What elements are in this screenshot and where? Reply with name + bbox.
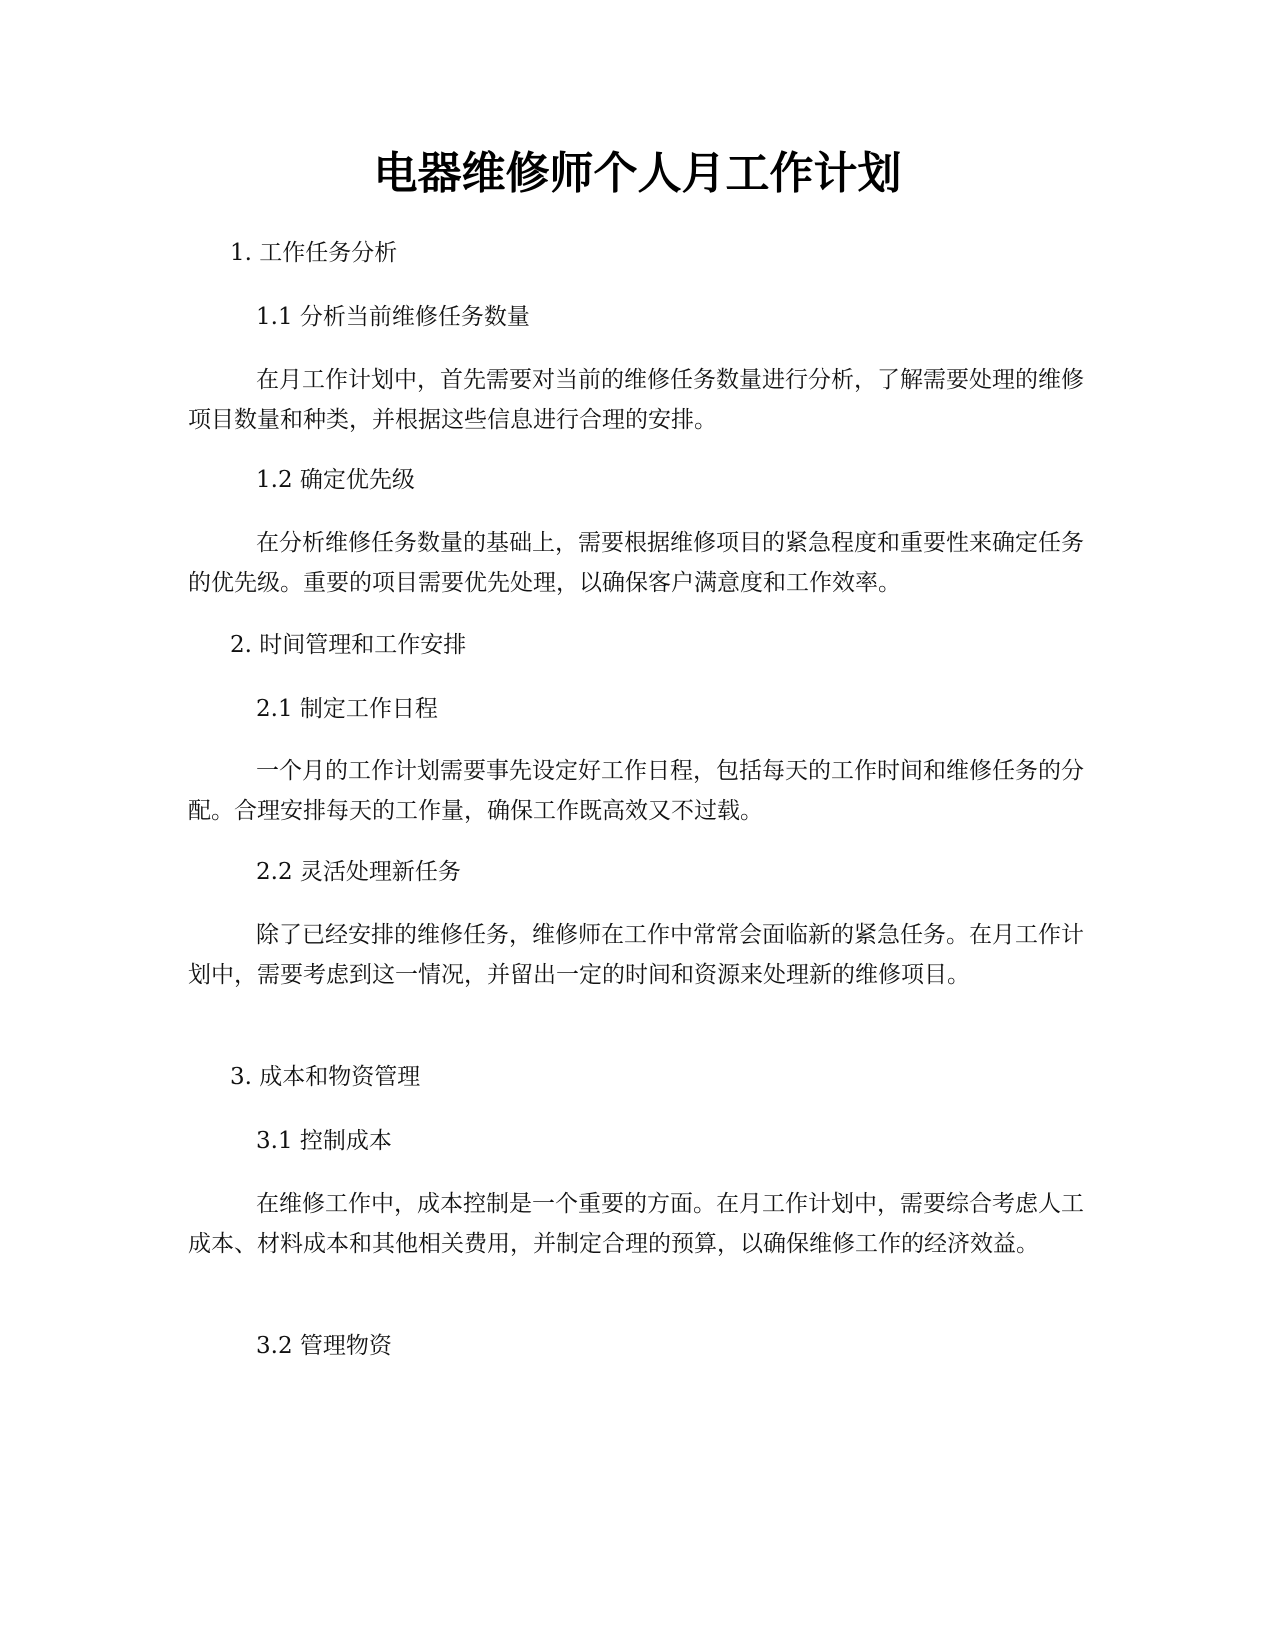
document-title: 电器维修师个人月工作计划 xyxy=(373,148,902,199)
section-heading: 1. 工作任务分析 xyxy=(230,240,398,266)
subsection-heading: 2.1 制定工作日程 xyxy=(256,696,438,722)
subsection-heading: 3.2 管理物资 xyxy=(256,1333,392,1359)
paragraph: 在月工作计划中，首先需要对当前的维修任务数量进行分析，了解需要处理的维修项目数量和种类，并根据这些信息进行合理的安排。 xyxy=(188,367,1084,433)
paragraph: 除了已经安排的维修任务，维修师在工作中常常会面临新的紧急任务。在月工作计划中，需要考虑到这一情况，并留出一定的时间和资源来处理新的维修项目。 xyxy=(188,922,1084,988)
paragraph: 在维修工作中，成本控制是一个重要的方面。在月工作计划中，需要综合考虑人工成本、材料成本和其他相关费用，并制定合理的预算，以确保维修工作的经济效益。 xyxy=(188,1191,1084,1257)
section-heading: 2. 时间管理和工作安排 xyxy=(230,632,467,658)
section-heading: 3. 成本和物资管理 xyxy=(230,1064,421,1090)
subsection-heading: 2.2 灵活处理新任务 xyxy=(256,859,461,885)
subsection-heading: 1.2 确定优先级 xyxy=(256,467,415,493)
paragraph: 一个月的工作计划需要事先设定好工作日程，包括每天的工作时间和维修任务的分配。合理安排每天的工作量，确保工作既高效又不过载。 xyxy=(188,758,1084,824)
subsection-heading: 3.1 控制成本 xyxy=(256,1128,392,1154)
subsection-heading: 1.1 分析当前维修任务数量 xyxy=(256,304,530,330)
paragraph: 在分析维修任务数量的基础上，需要根据维修项目的紧急程度和重要性来确定任务的优先级。重要的项目需要优先处理，以确保客户满意度和工作效率。 xyxy=(188,530,1084,596)
